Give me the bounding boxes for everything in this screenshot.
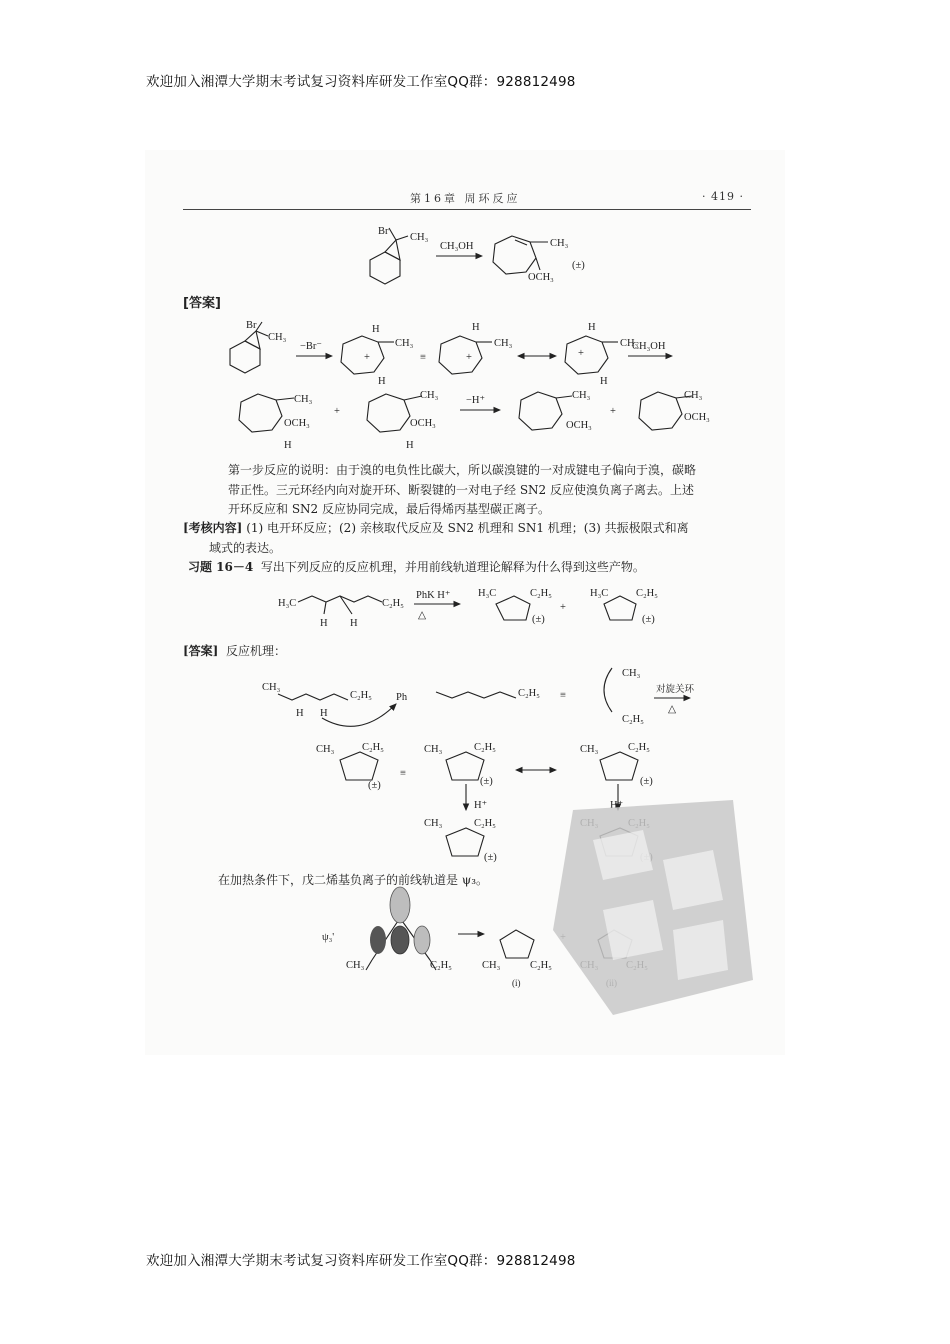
- svg-text:C₂H₅: C₂H₅: [636, 588, 658, 599]
- svg-text:H: H: [284, 440, 292, 451]
- answer-1-row-2: [239, 390, 710, 451]
- svg-text:OCH₃: OCH₃: [684, 412, 710, 423]
- svg-text:CH₃: CH₃: [268, 332, 287, 343]
- svg-text:≡: ≡: [560, 690, 566, 701]
- svg-text:OCH₃: OCH₃: [410, 418, 436, 429]
- svg-text:H: H: [372, 324, 380, 335]
- svg-text:C₂H₅: C₂H₅: [518, 688, 540, 699]
- svg-text:H₃C: H₃C: [590, 588, 609, 599]
- frontier-orbital-text: 在加热条件下，戊二烯基负离子的前线轨道是 ψ₃。: [218, 873, 489, 887]
- svg-text:Ph: Ph: [396, 692, 408, 703]
- svg-text:C₂H₅: C₂H₅: [530, 588, 552, 599]
- svg-text:CH₃: CH₃: [550, 238, 569, 249]
- svg-text:C₂H₅: C₂H₅: [628, 742, 650, 753]
- svg-text:CH₃: CH₃: [424, 744, 443, 755]
- svg-text:△: △: [418, 610, 427, 621]
- svg-text:C₂H₅: C₂H₅: [622, 714, 644, 725]
- header-banner: 欢迎加入湘潭大学期末考试复习资料库研发工作室QQ群：928812498: [146, 74, 576, 90]
- answer-1-paragraph: 第一步反应的说明：由于溴的电负性比碳大，所以碳溴键的一对成键电子偏向于溴，碳略 带正性。三元环经内向对旋开环、断裂键的一对电子经 SN2 反应使溴负离子离去。上述 开环反应和 SN2 反应协同完成，最后得烯丙基型碳正离子。: [228, 463, 697, 516]
- svg-text:OCH₃: OCH₃: [566, 420, 592, 431]
- svg-text:C₂H₅: C₂H₅: [382, 598, 404, 609]
- svg-text:(±): (±): [532, 614, 545, 625]
- svg-text:H⁺: H⁺: [474, 800, 488, 811]
- reaction-1-product: [493, 236, 585, 283]
- svg-text:C₂H₅: C₂H₅: [362, 742, 384, 753]
- answer-2-header: [答案] 反应机理：: [183, 644, 287, 658]
- svg-text:H: H: [600, 376, 608, 387]
- svg-text:C₂H₅: C₂H₅: [474, 818, 496, 829]
- svg-text:+: +: [466, 352, 472, 363]
- br-label: Br: [378, 226, 389, 237]
- svg-text:CH₃: CH₃: [684, 390, 703, 401]
- svg-text:Br: Br: [246, 320, 257, 331]
- svg-text:ψ₃': ψ₃': [322, 932, 335, 943]
- svg-text:(±): (±): [368, 780, 381, 791]
- reagent-label: CH₃OH: [440, 241, 474, 252]
- svg-text:+: +: [364, 352, 370, 363]
- problem-reaction: [278, 588, 658, 629]
- svg-text:OCH₃: OCH₃: [528, 272, 554, 283]
- svg-text:△: △: [668, 704, 677, 715]
- svg-text:(i): (i): [512, 978, 521, 988]
- svg-text:CH₃: CH₃: [580, 744, 599, 755]
- svg-text:CH₃: CH₃: [262, 682, 281, 693]
- svg-text:H: H: [406, 440, 414, 451]
- svg-text:(±): (±): [480, 776, 493, 787]
- reaction-1-arrow: [436, 241, 482, 256]
- svg-text:≡: ≡: [420, 352, 426, 363]
- svg-text:(±): (±): [484, 852, 497, 863]
- svg-text:CH₃: CH₃: [420, 390, 439, 401]
- svg-text:H₃C: H₃C: [478, 588, 497, 599]
- answer-1-row-1: [230, 320, 672, 387]
- svg-text:+: +: [578, 348, 584, 359]
- svg-text:CH₃: CH₃: [424, 818, 443, 829]
- svg-text:C₂H₅: C₂H₅: [430, 960, 452, 971]
- minus-br: −Br⁻: [300, 341, 322, 352]
- svg-text:(±): (±): [640, 776, 653, 787]
- svg-text:+: +: [560, 602, 566, 613]
- svg-text:PhK H⁺: PhK H⁺: [416, 590, 451, 601]
- svg-text:+: +: [610, 406, 616, 417]
- svg-text:+: +: [334, 406, 340, 417]
- footer-banner: 欢迎加入湘潭大学期末考试复习资料库研发工作室QQ群：928812498: [146, 1253, 576, 1269]
- svg-text:H: H: [296, 708, 304, 719]
- svg-text:对旋关环: 对旋关环: [656, 684, 695, 695]
- svg-text:CH₃: CH₃: [294, 394, 313, 405]
- svg-text:CH₃: CH₃: [316, 744, 335, 755]
- svg-text:CH₃: CH₃: [620, 338, 639, 349]
- svg-text:C₂H₅: C₂H₅: [350, 690, 372, 701]
- svg-text:CH₃: CH₃: [482, 960, 501, 971]
- svg-text:H⁺: H⁺: [610, 800, 624, 811]
- svg-text:H: H: [350, 618, 358, 629]
- svg-text:OCH₃: OCH₃: [284, 418, 310, 429]
- svg-text:CH₃: CH₃: [346, 960, 365, 971]
- svg-text:(±): (±): [572, 260, 585, 271]
- svg-text:C₂H₅: C₂H₅: [474, 742, 496, 753]
- page-number: · 419 ·: [702, 190, 744, 203]
- watermark-seal: [553, 800, 753, 1015]
- svg-text:≡: ≡: [400, 768, 406, 779]
- svg-text:(±): (±): [642, 614, 655, 625]
- svg-text:C₂H₅: C₂H₅: [530, 960, 552, 971]
- svg-text:H: H: [378, 376, 386, 387]
- svg-text:CH₃: CH₃: [622, 668, 641, 679]
- mechanism-row-1: [262, 668, 695, 726]
- svg-text:H: H: [472, 322, 480, 333]
- answer-1-tag: [答案]: [183, 296, 221, 311]
- svg-text:H: H: [588, 322, 596, 333]
- svg-text:CH₃: CH₃: [395, 338, 414, 349]
- svg-text:H₃C: H₃C: [278, 598, 297, 609]
- problem-statement: 习题 16－4 写出下列反应的反应机理，并用前线轨道理论解释为什么得到这些产物。: [188, 560, 645, 574]
- chapter-title: 第16章 周环反应: [410, 192, 521, 205]
- svg-text:CH₃OH: CH₃OH: [632, 341, 666, 352]
- ch3-label: CH₃: [410, 232, 429, 243]
- svg-text:H: H: [320, 618, 328, 629]
- minus-h: −H⁺: [466, 395, 486, 406]
- svg-text:CH₃: CH₃: [572, 390, 591, 401]
- svg-text:CH₃: CH₃: [494, 338, 513, 349]
- svg-text:H: H: [320, 708, 328, 719]
- content-tag-block: [考核内容] (1) 电开环反应；(2) 亲核取代反应及 SN2 机理和 SN1 机理；(3) 共振极限式和离 域式的表达。: [183, 521, 689, 555]
- reaction-1-reactant: [370, 226, 429, 284]
